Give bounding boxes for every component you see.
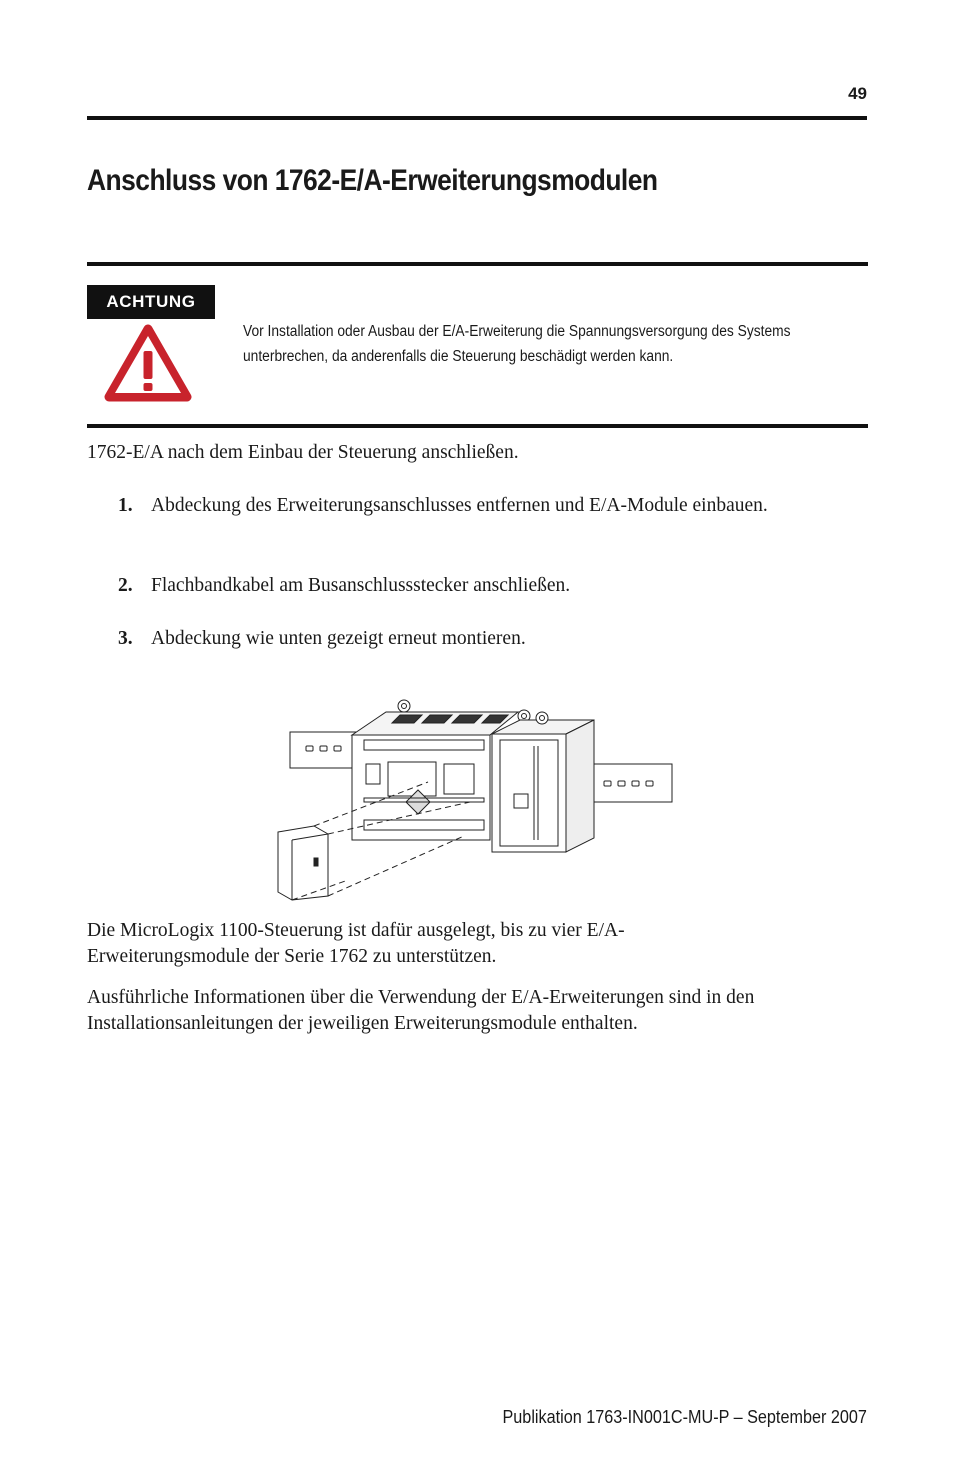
controller-expansion-illustration [268,690,688,902]
step-number: 1. [118,495,133,516]
step-number: 2. [118,575,133,596]
step-2 [118,572,818,599]
footer-publication: Publikation 1763-IN001C-MU-P – September 2007 [502,1407,867,1427]
step-1 [118,492,818,519]
intro-text: 1762-E/A nach dem Einbau der Steuerung anschließen. [87,442,519,463]
step-text: Abdeckung wie unten gezeigt erneut montieren. [151,628,526,649]
page-title: Anschluss von 1762-E/A-Erweiterungsmodulen [87,164,658,197]
step-3 [118,625,818,652]
page-number: 49 [848,84,867,103]
warning-rule-bottom [87,424,868,428]
body-paragraph: Ausführliche Informationen über die Verwendung der E/A-Erweiterungen sind in den Installationsanleitungen der jeweiligen Erweiterungsmodule enthalten. [87,987,755,1034]
body-paragraph: Die MicroLogix 1100-Steuerung ist dafür ausgelegt, bis zu vier E/A-Erweiterungsmodule der Serie 1762 zu unterstützen. [87,920,625,967]
step-text: Flachbandkabel am Busanschlussstecker anschließen. [151,575,571,596]
warning-text: Vor Installation oder Ausbau der E/A-Erweiterung die Spannungsversorgung des Systems unterbrechen, da anderenfalls die Steuerung beschädigt werden kann. [243,323,791,365]
step-number: 3. [118,628,133,649]
top-rule [87,116,867,120]
warning-triangle-icon [104,324,192,402]
warning-badge: ACHTUNG [87,285,215,319]
step-text: Abdeckung des Erweiterungsanschlusses entfernen und E/A-Module einbauen. [151,495,768,516]
warning-rule-top [87,262,868,266]
